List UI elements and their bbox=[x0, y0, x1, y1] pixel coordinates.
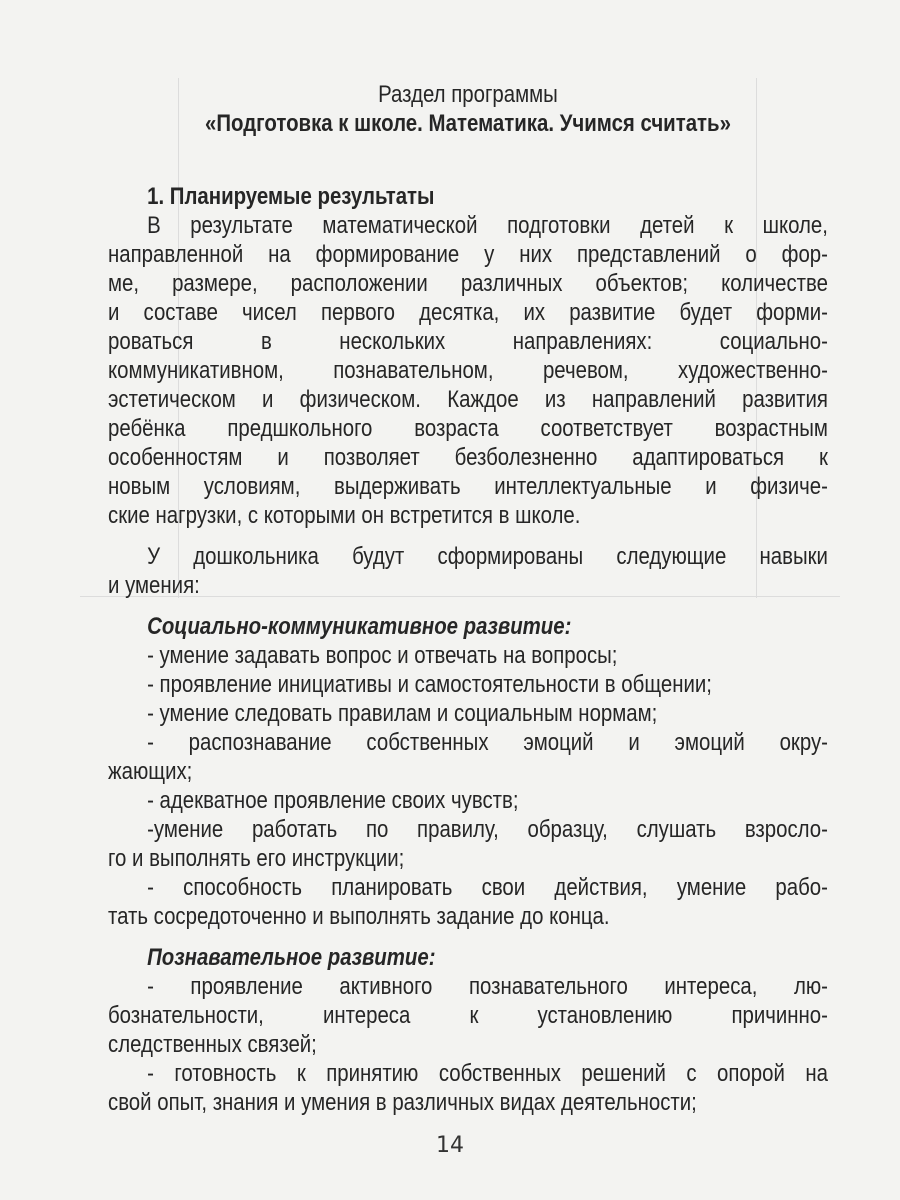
page-text bbox=[108, 80, 828, 1117]
section-title: «Подготовка к школе. Математика. Учимся считать» bbox=[205, 110, 731, 137]
list-item-line: - умение задавать вопрос и отвечать на вопросы; bbox=[147, 642, 618, 669]
intro-line: эстетическом и физическом. Каждое из направлений развития bbox=[108, 386, 828, 413]
page-number: 14 bbox=[436, 1133, 464, 1158]
intro-line: роваться в нескольких направлениях: социально- bbox=[108, 328, 828, 355]
list-item-line: - готовность к принятию собственных решений с опорой на bbox=[147, 1060, 828, 1087]
cognitive-list bbox=[108, 972, 828, 1117]
social-list bbox=[108, 641, 828, 931]
list-item-line: го и выполнять его инструкции; bbox=[108, 845, 405, 872]
intro-line: и составе чисел первого десятка, их развитие будет форми- bbox=[108, 299, 828, 326]
list-item-line: - проявление активного познавательного интереса, лю- bbox=[147, 973, 828, 1000]
list-item-line: следственных связей; bbox=[108, 1031, 317, 1058]
skills-line: и умения: bbox=[108, 572, 200, 599]
list-item-line: бознательности, интереса к установлению причинно- bbox=[108, 1002, 828, 1029]
intro-line: новым условиям, выдерживать интеллектуальные и физиче- bbox=[108, 473, 828, 500]
list-item-line: свой опыт, знания и умения в различных видах деятельности; bbox=[108, 1089, 697, 1116]
list-item-line: тать сосредоточенно и выполнять задание до конца. bbox=[108, 903, 610, 930]
list-item-line: - проявление инициативы и самостоятельности в общении; bbox=[147, 671, 712, 698]
list-item-line: жающих; bbox=[108, 758, 193, 785]
list-item-line: -умение работать по правилу, образцу, слушать взросло- bbox=[147, 816, 828, 843]
skills-line: У дошкольника будут сформированы следующие навыки bbox=[147, 543, 828, 570]
social-title: Социально-коммуникативное развитие: bbox=[147, 613, 572, 640]
list-item-line: - способность планировать свои действия, умение рабо- bbox=[147, 874, 828, 901]
section-label: Раздел программы bbox=[378, 81, 558, 108]
cognitive-title: Познавательное развитие: bbox=[147, 944, 436, 971]
intro-line: ские нагрузки, с которыми он встретится в школе. bbox=[108, 502, 581, 529]
intro-line: особенностям и позволяет безболезненно адаптироваться к bbox=[108, 444, 828, 471]
intro-paragraph bbox=[108, 211, 828, 530]
list-item-line: - распознавание собственных эмоций и эмоций окру- bbox=[147, 729, 828, 756]
heading: 1. Планируемые результаты bbox=[147, 183, 435, 210]
intro-line: направленной на формирование у них представлений о фор- bbox=[108, 241, 828, 268]
intro-line: коммуникативном, познавательном, речевом, художественно- bbox=[108, 357, 828, 384]
intro-line: ме, размере, расположении различных объектов; количестве bbox=[108, 270, 828, 297]
intro-line: В результате математической подготовки детей к школе, bbox=[147, 212, 828, 239]
intro-line: ребёнка предшкольного возраста соответствует возрастным bbox=[108, 415, 828, 442]
skills-paragraph bbox=[108, 542, 828, 600]
list-item-line: - адекватное проявление своих чувств; bbox=[147, 787, 519, 814]
list-item-line: - умение следовать правилам и социальным нормам; bbox=[147, 700, 658, 727]
